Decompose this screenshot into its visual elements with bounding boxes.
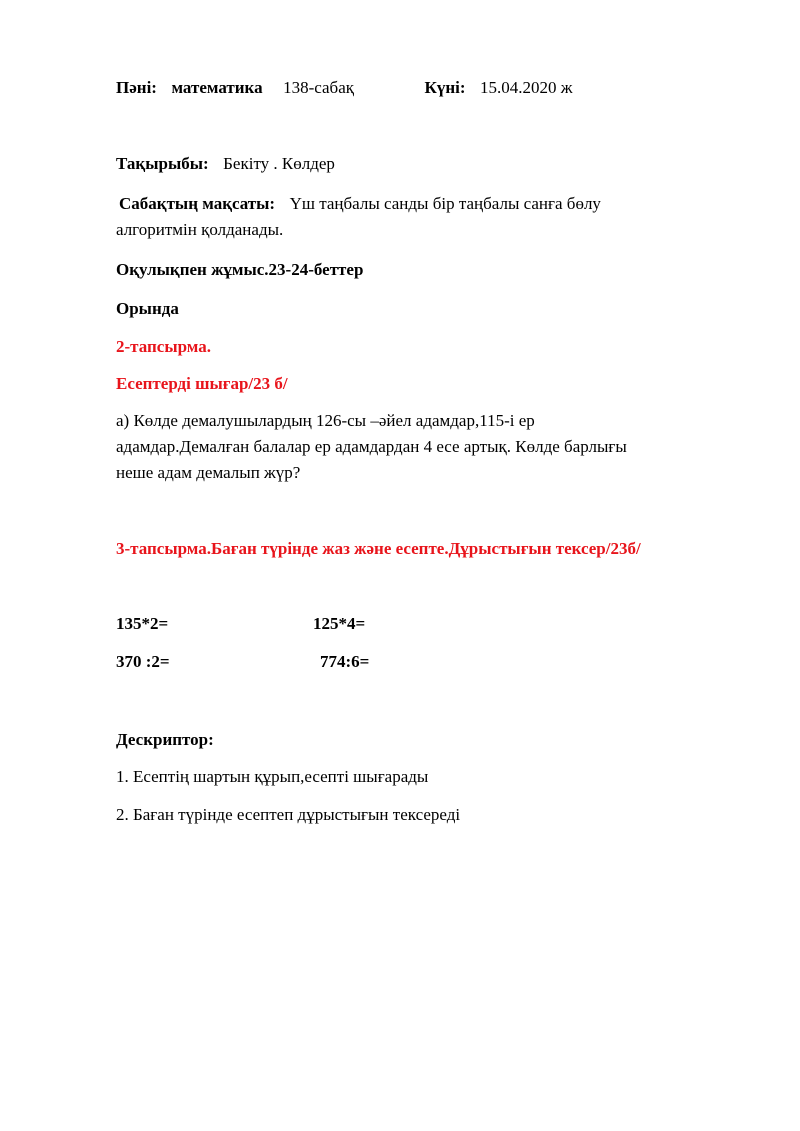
descriptor-item-1: 1. Есептің шартын құрып,есепті шығарады <box>116 767 429 786</box>
goal-line-2 <box>116 218 283 243</box>
descriptor-item-2: 2. Баған түрінде есептеп дұрыстығын тексереді <box>116 805 461 824</box>
topic-line <box>116 152 335 177</box>
subject-value: математика <box>171 78 263 97</box>
goal-line-1 <box>119 192 601 217</box>
goal-text-2: алгоритмін қолданады. <box>116 220 284 239</box>
topic-value: Бекіту . Көлдер <box>223 154 335 173</box>
task2-title: 2-тапсырма. <box>116 337 212 356</box>
task2-problem-line-1: а) Көлде демалушылардың 126-сы –әйел адамдар,115-і ер <box>116 411 535 430</box>
date-label: Күні: <box>424 78 466 97</box>
task2-subtitle: Есептерді шығар/23 б/ <box>116 374 288 393</box>
date-value: 15.04.2020 ж <box>480 78 573 97</box>
task3-title: 3-тапсырма.Баған түрінде жаз және есепте.Дұрыстығын тексер/23б/ <box>116 539 641 558</box>
topic-label: Тақырыбы: <box>116 154 209 173</box>
subject-label: Пәні: <box>116 78 157 97</box>
descriptor-title: Дескриптор: <box>116 730 214 749</box>
lesson-number: 138-сабақ <box>283 78 355 97</box>
header-line <box>116 76 573 101</box>
do-label: Орында <box>116 299 179 318</box>
exercise-2: 125*4= <box>313 614 366 633</box>
task2-problem-line-3: неше адам демалып жүр? <box>116 463 301 482</box>
task2-problem-line-2: адамдар.Демалған балалар ер адамдардан 4 есе артық. Көлде барлығы <box>116 437 627 456</box>
goal-text-1: Үш таңбалы санды бір таңбалы санға бөлу <box>289 194 601 213</box>
textbook-work: Оқулықпен жұмыс.23-24-беттер <box>116 260 364 279</box>
exercise-3: 370 :2= <box>116 652 170 671</box>
goal-label: Сабақтың мақсаты: <box>119 194 276 213</box>
exercise-1: 135*2= <box>116 614 169 633</box>
exercise-4: 774:6= <box>320 652 370 671</box>
